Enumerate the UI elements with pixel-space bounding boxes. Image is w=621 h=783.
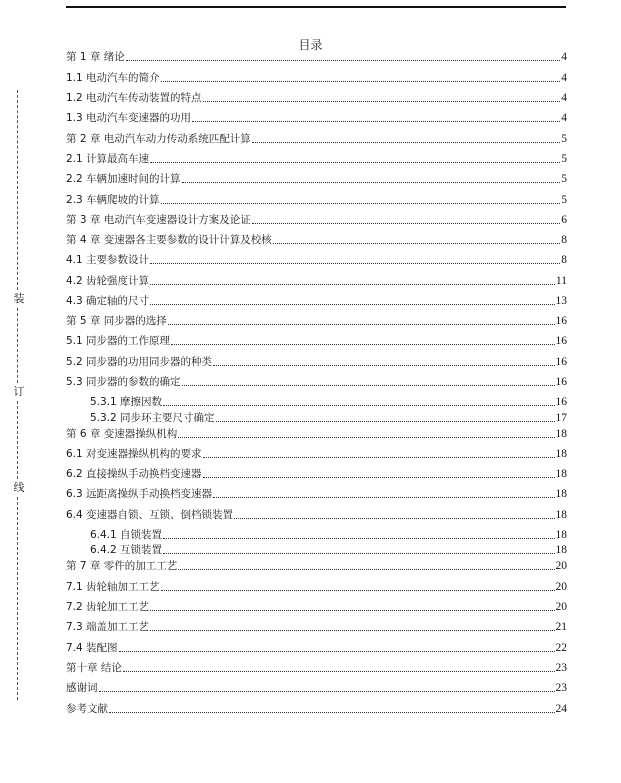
toc-entry[interactable] [66,375,567,389]
binding-margin [13,90,23,700]
toc-entry-page: 4 [561,92,567,104]
toc-leader-dots [216,421,555,422]
toc-entry-label: 5.3 同步器的参数的确定 [66,376,181,388]
toc-leader-dots [252,223,561,224]
binding-dashed-line [17,90,18,290]
toc-leader-dots [99,691,555,692]
toc-leader-dots [163,538,554,539]
toc-entry-page: 18 [555,468,567,480]
toc-entry-label: 5.3.2 同步环主要尺寸确定 [90,412,215,424]
toc-entry-label: 5.1 同步器的工作原理 [66,335,171,347]
toc-entry-page: 18 [555,509,567,521]
toc-entry-label: 第 7 章 零件的加工工艺 [66,560,178,572]
toc-leader-dots [192,121,560,122]
toc-entry[interactable] [66,467,567,481]
toc-leader-dots [234,518,554,519]
toc-leader-dots [126,60,561,61]
binding-char-xian: 线 [13,481,25,494]
toc-leader-dots [109,712,555,713]
toc-entry-label: 5.3.1 摩擦因数 [90,396,163,408]
toc-entry[interactable] [66,447,567,461]
toc-entry-page: 17 [555,412,567,424]
toc-entry-page: 16 [555,356,567,368]
toc-entry-page: 24 [555,703,567,715]
toc-entry-label: 第 1 章 绪论 [66,51,125,63]
toc-entry-page: 18 [555,488,567,500]
toc-entry-label: 6.3 远距离操纵手动换档变速器 [66,488,213,500]
toc-leader-dots [123,671,555,672]
toc-entry-label: 7.4 装配图 [66,642,118,654]
toc-entry-label: 7.3 端盖加工工艺 [66,621,150,633]
toc-title: 目录 [298,38,323,52]
toc-entry[interactable] [66,334,567,348]
toc-entry[interactable] [66,294,567,308]
toc-entry-label: 第 2 章 电动汽车动力传动系统匹配计算 [66,133,251,145]
toc-entry-label: 7.1 齿轮轴加工工艺 [66,581,160,593]
toc-entry-page: 16 [555,335,567,347]
toc-entry-page: 18 [555,544,567,556]
toc-entry[interactable] [66,580,567,594]
toc-entry-page: 8 [561,234,567,246]
toc-entry-label: 4.2 齿轮强度计算 [66,275,150,287]
toc-entry-page: 22 [555,642,567,654]
toc-entry-label: 6.2 直接操纵手动换档变速器 [66,468,202,480]
toc-leader-dots [150,610,554,611]
toc-entry-page: 20 [555,560,567,572]
toc-entry[interactable] [66,395,567,409]
toc-leader-dots [161,203,561,204]
toc-entry[interactable] [66,600,567,614]
toc-entry-page: 5 [561,133,567,145]
toc-leader-dots [171,344,554,345]
toc-leader-dots [213,497,554,498]
binding-char-ding: 订 [13,385,25,398]
toc-entry-label: 1.1 电动汽车的简介 [66,72,160,84]
toc-leader-dots [163,405,554,406]
toc-entry-label: 1.2 电动汽车传动装置的特点 [66,92,202,104]
toc-leader-dots [150,284,555,285]
toc-entry[interactable] [66,274,567,288]
toc-leader-dots [203,477,555,478]
toc-entry[interactable] [66,132,567,146]
toc-entry[interactable] [66,152,567,166]
toc-entry-page: 21 [555,621,567,633]
toc-entry-label: 1.3 电动汽车变速器的功用 [66,112,192,124]
toc-entry[interactable] [66,528,567,542]
toc-entry[interactable] [66,681,567,695]
toc-entry-label: 4.1 主要参数设计 [66,254,150,266]
toc-entry-page: 13 [555,295,567,307]
toc-entry[interactable] [66,111,567,125]
toc-entry-label: 感谢词 [66,682,98,694]
toc-entry-page: 18 [555,448,567,460]
toc-entry-page: 8 [561,254,567,266]
toc-entry-page: 23 [555,662,567,674]
toc-entry[interactable] [66,559,567,573]
toc-entry[interactable] [66,427,567,441]
toc-entry-page: 11 [555,275,567,287]
toc-leader-dots [161,590,555,591]
toc-entry-page: 16 [555,315,567,327]
toc-entry-label: 5.2 同步器的功用同步器的种类 [66,356,213,368]
toc-entry-page: 4 [561,72,567,84]
toc-entry-label: 第 4 章 变速器各主要参数的设计计算及校核 [66,234,272,246]
toc-entry-label: 2.2 车辆加速时间的计算 [66,173,181,185]
binding-dashed-line [17,401,18,479]
toc-leader-dots [213,365,554,366]
toc-leader-dots [178,437,554,438]
toc-entry-page: 4 [561,112,567,124]
toc-entry-page: 5 [561,173,567,185]
toc-entry-label: 2.1 计算最高车速 [66,153,150,165]
header-rule [66,6,566,8]
toc-entry[interactable] [66,91,567,105]
toc-entry[interactable] [66,172,567,186]
toc-entry-label: 6.4.2 互锁装置 [90,544,163,556]
toc-entry-label: 6.4 变速器自锁、互锁、倒档锁装置 [66,509,234,521]
toc-entry-page: 5 [561,153,567,165]
toc-leader-dots [161,81,561,82]
toc-entry[interactable] [66,411,567,425]
toc-entry[interactable] [66,661,567,675]
toc-entry[interactable] [66,620,567,634]
binding-dashed-line [17,497,18,700]
toc-entry[interactable] [66,50,567,64]
toc-entry-label: 6.1 对变速器操纵机构的要求 [66,448,202,460]
toc-entry[interactable] [66,641,567,655]
toc-entry-page: 18 [555,529,567,541]
toc-entry-label: 参考文献 [66,703,108,715]
toc-entry-page: 5 [561,194,567,206]
toc-leader-dots [150,162,560,163]
binding-char-zhuang: 装 [13,292,25,305]
toc-entry[interactable] [66,71,567,85]
toc-leader-dots [150,630,554,631]
toc-leader-dots [273,243,561,244]
toc-entry-page: 16 [555,396,567,408]
toc-entry-label: 第 6 章 变速器操纵机构 [66,428,178,440]
toc-entry[interactable] [66,355,567,369]
toc-entry-page: 6 [561,214,567,226]
toc-leader-dots [203,457,555,458]
toc-entry[interactable] [66,508,567,522]
toc-entry[interactable] [66,314,567,328]
toc-entry[interactable] [66,487,567,501]
toc-leader-dots [203,101,561,102]
toc-entry[interactable] [66,543,567,557]
toc-entry-label: 第 5 章 同步器的选择 [66,315,167,327]
toc-entry[interactable] [66,213,567,227]
toc-entry-label: 第 3 章 电动汽车变速器设计方案及论证 [66,214,251,226]
toc-leader-dots [163,553,554,554]
toc-leader-dots [168,324,555,325]
toc-leader-dots [252,142,561,143]
toc-leader-dots [178,569,554,570]
toc-entry-page: 18 [555,428,567,440]
toc-entry-label: 4.3 确定轴的尺寸 [66,295,150,307]
toc-entry-page: 16 [555,376,567,388]
toc-leader-dots [182,182,561,183]
binding-dashed-line [17,308,18,383]
toc-entry-label: 第十章 结论 [66,662,122,674]
toc-entry-label: 6.4.1 自锁装置 [90,529,163,541]
toc-leader-dots [150,263,560,264]
toc-entry-page: 4 [561,51,567,63]
toc-entry[interactable] [66,702,567,716]
toc-entry-label: 2.3 车辆爬坡的计算 [66,194,160,206]
toc-entry[interactable] [66,253,567,267]
toc-leader-dots [150,304,554,305]
toc-entry-page: 20 [555,601,567,613]
toc-entry[interactable] [66,193,567,207]
toc-leader-dots [182,385,555,386]
toc-entry-page: 20 [555,581,567,593]
toc-entry-page: 23 [555,682,567,694]
toc-leader-dots [119,651,555,652]
toc-entry-label: 7.2 齿轮加工工艺 [66,601,150,613]
toc-entry[interactable] [66,233,567,247]
